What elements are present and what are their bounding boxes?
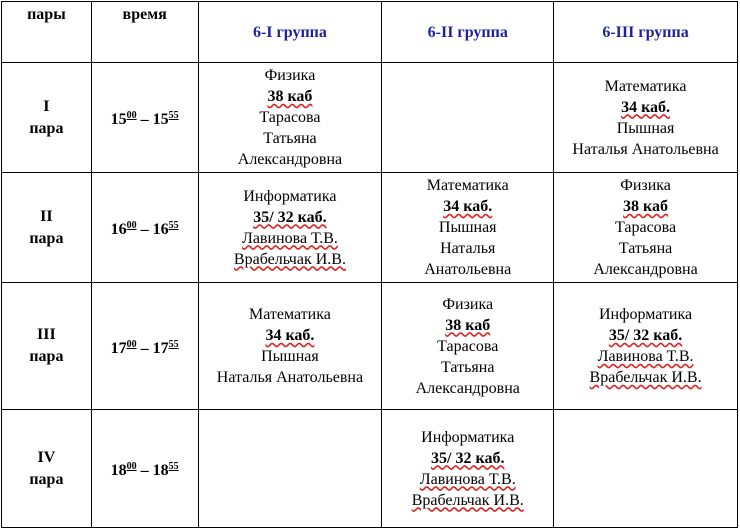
end-minutes: 55: [168, 338, 179, 350]
pair-word: пара: [29, 470, 64, 488]
teacher-name: Александровна: [415, 379, 520, 397]
room-text: 38 каб: [623, 198, 669, 215]
header-row: [2, 2, 738, 63]
lesson-cell-group-3: [554, 410, 738, 528]
time-dash: –: [136, 111, 153, 128]
lesson-cell-group-2: [382, 63, 554, 173]
teacher-name: Тарасова: [614, 219, 677, 236]
teacher-name: Пышная: [438, 219, 497, 236]
pair-cell: [2, 283, 92, 410]
pair-word: пара: [29, 348, 64, 365]
start-minutes: 00: [126, 461, 137, 472]
lesson-cell-group-3: [554, 283, 738, 410]
subject-name: Математика: [426, 177, 509, 194]
teacher-name: Татьяна: [618, 240, 673, 257]
teacher-name: Пышная: [261, 348, 319, 365]
table-row: [2, 63, 738, 173]
pair-number: I: [43, 97, 50, 115]
room-number: [590, 325, 702, 346]
lesson-cell-group-3: [554, 63, 738, 173]
time-header: время: [91, 2, 198, 63]
room-text: 35/ 32 каб.: [431, 449, 505, 467]
teacher-name: Тарасова: [259, 109, 321, 126]
time-dash: –: [136, 221, 153, 238]
time-cell: [91, 173, 198, 283]
time-cell: [91, 410, 198, 528]
teacher-name: Лавинова Т.В.: [241, 229, 338, 247]
subject-name: Информатика: [421, 428, 515, 446]
lesson: [416, 294, 520, 399]
time-dash: –: [136, 462, 153, 479]
pair-number: III: [37, 326, 56, 343]
schedule-table: [1, 1, 738, 528]
subject-name: Информатика: [243, 187, 337, 205]
teacher-name: Тарасова: [437, 337, 499, 355]
teacher-name: Наталья Анатольевна: [216, 369, 364, 386]
end-hour: 18: [152, 462, 169, 479]
room-number: [238, 86, 342, 107]
group-1-header: 6-I группа: [198, 2, 382, 63]
teacher-name: Анатольевна: [424, 261, 512, 278]
room-text: 34 каб.: [621, 98, 671, 116]
room-number: [234, 207, 346, 228]
room-text: 35/ 32 каб.: [608, 327, 683, 344]
pair-cell: [2, 63, 92, 173]
table-row: [2, 410, 738, 528]
lesson-cell-group-2: [382, 283, 554, 410]
pair-number: II: [40, 207, 53, 225]
subject-name: Математика: [604, 77, 687, 95]
teacher-name: Александровна: [593, 261, 698, 278]
room-number: [424, 196, 511, 217]
end-hour: 15: [152, 111, 169, 128]
end-minutes: 55: [168, 220, 179, 231]
room-text: 38 каб: [445, 316, 491, 334]
lesson: [217, 304, 363, 388]
room-text: 34 каб.: [265, 327, 315, 344]
pair-number: IV: [37, 448, 56, 466]
lesson-cell-group-1: [198, 173, 382, 283]
start-hour: 15: [110, 111, 127, 128]
teacher-name: Врабельчак И.В.: [233, 250, 346, 268]
room-number: [593, 196, 697, 217]
teacher-name: Врабельчак И.В.: [589, 369, 702, 386]
teacher-name: Татьяна: [441, 358, 495, 376]
lesson: [234, 186, 346, 270]
lesson-cell-group-2: [382, 173, 554, 283]
teacher-name: Лавинова Т.В.: [419, 470, 516, 488]
time-cell: [91, 283, 198, 410]
teacher-name: Врабельчак И.В.: [411, 491, 524, 509]
room-number: [412, 448, 524, 469]
table-row: [2, 283, 738, 410]
lesson-cell-group-1: [198, 410, 382, 528]
room-number: [572, 97, 718, 118]
start-minutes: 00: [126, 338, 137, 350]
start-minutes: 00: [126, 220, 137, 231]
room-number: [217, 325, 363, 346]
lesson-cell-group-3: [554, 173, 738, 283]
subject-name: Физика: [620, 177, 671, 194]
start-hour: 18: [110, 462, 127, 479]
lesson: [424, 175, 511, 280]
lesson: [572, 76, 718, 160]
room-text: 34 каб.: [443, 198, 493, 215]
lesson: [238, 65, 342, 170]
teacher-name: Наталья: [440, 240, 496, 257]
lesson-cell-group-1: [198, 63, 382, 173]
pair-word: пара: [29, 119, 64, 137]
start-hour: 16: [110, 221, 127, 238]
table-row: [2, 173, 738, 283]
room-text: 38 каб: [267, 88, 313, 105]
subject-name: Математика: [248, 306, 331, 323]
end-minutes: 55: [168, 110, 179, 121]
subject-name: Физика: [442, 295, 494, 313]
room-text: 35/ 32 каб.: [253, 208, 327, 226]
subject-name: Информатика: [598, 306, 693, 323]
time-cell: [91, 63, 198, 173]
end-minutes: 55: [168, 461, 179, 472]
teacher-name: Татьяна: [263, 130, 317, 147]
lesson-cell-group-1: [198, 283, 382, 410]
teacher-name: Александровна: [237, 151, 343, 168]
pair-cell: [2, 173, 92, 283]
time-dash: –: [136, 339, 153, 357]
lesson: [590, 304, 702, 388]
end-hour: 16: [152, 221, 169, 238]
pairs-header: пары: [2, 2, 92, 63]
end-hour: 17: [152, 339, 169, 357]
teacher-name: Лавинова Т.В.: [597, 348, 694, 365]
room-number: [416, 315, 520, 336]
lesson-cell-group-2: [382, 410, 554, 528]
lesson: [412, 427, 524, 511]
lesson: [593, 175, 697, 280]
group-3-header: 6-III группа: [554, 2, 738, 63]
teacher-name: Пышная: [616, 119, 675, 137]
group-2-header: 6-II группа: [382, 2, 554, 63]
pair-word: пара: [29, 229, 64, 247]
pair-cell: [2, 410, 92, 528]
subject-name: Физика: [264, 67, 316, 84]
start-minutes: 00: [126, 110, 137, 121]
start-hour: 17: [110, 339, 127, 357]
teacher-name: Наталья Анатольевна: [572, 140, 719, 158]
